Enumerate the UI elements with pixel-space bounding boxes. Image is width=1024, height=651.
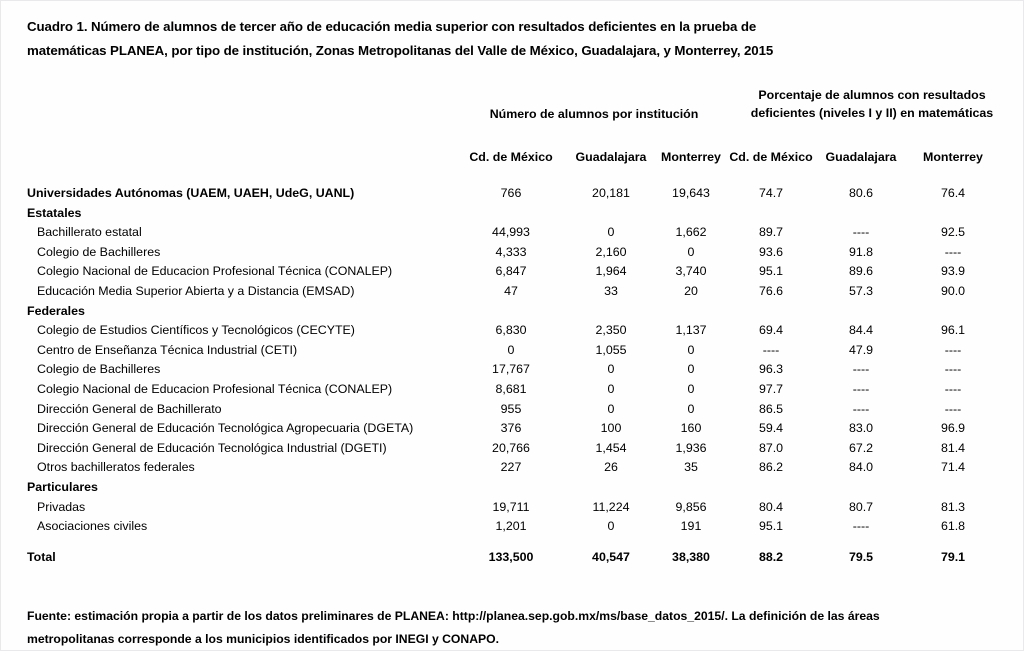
- table-cell: 79.5: [848, 549, 874, 564]
- row-label: Asociaciones civiles: [37, 519, 148, 534]
- table-cell: 96.9: [940, 421, 966, 436]
- table-cell: 92.5: [940, 225, 966, 240]
- table-cell: 2,160: [595, 244, 627, 259]
- column-header-5: Monterrey: [923, 150, 983, 164]
- table-cell: 83.0: [848, 421, 874, 436]
- table-cell: 44,993: [492, 225, 530, 240]
- table-row: [1, 517, 1024, 537]
- table-row: [1, 400, 1024, 420]
- table-cell: ----: [852, 362, 870, 377]
- table-cell: ----: [944, 362, 962, 377]
- table-row: [1, 341, 1024, 361]
- row-label: Centro de Enseñanza Técnica Industrial (CETI): [37, 342, 298, 357]
- table-row: [1, 498, 1024, 518]
- table-cell: 1,055: [595, 342, 627, 357]
- row-label: Privadas: [37, 499, 86, 514]
- page-title-line-2: matemáticas PLANEA, por tipo de institución, Zonas Metropolitanas del Valle de México, Guadalajara, y Monterrey, 2015: [27, 43, 774, 58]
- table-cell: 0: [607, 401, 615, 416]
- row-label: Dirección General de Educación Tecnológica Agropecuaria (DGETA): [37, 421, 414, 436]
- table-cell: 1,201: [495, 519, 527, 534]
- row-label: Colegio Nacional de Educacion Profesional Técnica (CONALEP): [37, 381, 393, 396]
- table-cell: 33: [604, 283, 618, 298]
- table-cell: 97.7: [758, 381, 784, 396]
- table-cell: ----: [852, 225, 870, 240]
- row-label: Universidades Autónomas (UAEM, UAEH, UdeG, UANL): [27, 186, 355, 200]
- table-cell: 191: [680, 519, 702, 534]
- table-cell: 955: [500, 401, 522, 416]
- table-cell: 3,740: [675, 264, 707, 279]
- table-cell: 81.4: [940, 440, 966, 455]
- table-cell: ----: [944, 342, 962, 357]
- table-cell: 0: [607, 225, 615, 240]
- table-cell: 0: [687, 342, 695, 357]
- table-cell: 57.3: [848, 283, 874, 298]
- table-row: [1, 282, 1024, 302]
- table-cell: 9,856: [675, 499, 707, 514]
- row-label: Estatales: [27, 205, 82, 220]
- table-cell: 67.2: [848, 440, 874, 455]
- table-cell: 0: [687, 381, 695, 396]
- page-title: [27, 15, 989, 63]
- table-cell: 6,847: [495, 264, 527, 279]
- table-cell: 47: [504, 283, 518, 298]
- table-cell: 76.6: [758, 283, 784, 298]
- table-cell: 74.7: [758, 186, 784, 200]
- table-cell: 19,711: [492, 499, 530, 514]
- table-cell: 91.8: [848, 244, 874, 259]
- table-cell: 0: [507, 342, 515, 357]
- table-cell: 100: [600, 421, 622, 436]
- table-row: [1, 243, 1024, 263]
- table-cell: 80.4: [758, 499, 784, 514]
- table-cell: 20,181: [592, 186, 630, 200]
- table-cell: 96.1: [940, 323, 966, 338]
- table-cell: 20,766: [492, 440, 530, 455]
- table-cell: ----: [944, 401, 962, 416]
- table-row: [1, 184, 1024, 204]
- table-cell: 11,224: [592, 499, 630, 514]
- table-cell: 84.4: [848, 323, 874, 338]
- table-cell: 376: [500, 421, 522, 436]
- row-label: Bachillerato estatal: [37, 225, 142, 240]
- table-cell: 81.3: [940, 499, 966, 514]
- table-row: [1, 262, 1024, 282]
- table-row: [1, 360, 1024, 380]
- column-header-1: Guadalajara: [575, 150, 647, 164]
- table-cell: 40,547: [592, 549, 630, 564]
- row-label: Dirección General de Educación Tecnológica Industrial (DGETI): [37, 440, 387, 455]
- table-cell: 71.4: [940, 460, 966, 475]
- table-cell: 35: [684, 460, 698, 475]
- row-label: Dirección General de Bachillerato: [37, 401, 222, 416]
- column-group-header-percent: Porcentaje de alumnos con resultados deficientes (niveles I y II) en matemáticas: [750, 88, 994, 120]
- table-cell: 90.0: [940, 283, 966, 298]
- table-row: [1, 204, 1024, 224]
- table-cell: 20: [684, 283, 698, 298]
- row-label: Colegio de Estudios Científicos y Tecnológicos (CECYTE): [37, 323, 355, 338]
- table-row: [1, 321, 1024, 341]
- table-cell: ----: [852, 381, 870, 396]
- table-cell: 59.4: [758, 421, 784, 436]
- table-cell: 6,830: [495, 323, 527, 338]
- row-label: Educación Media Superior Abierta y a Distancia (EMSAD): [37, 283, 355, 298]
- table-cell: 766: [500, 186, 522, 200]
- table-body: [1, 184, 1024, 567]
- source-note: [27, 605, 987, 651]
- table-cell: 96.3: [758, 362, 784, 377]
- table-row: [1, 223, 1024, 243]
- table-cell: ----: [944, 244, 962, 259]
- table-cell: ----: [944, 381, 962, 396]
- table-row: [1, 302, 1024, 322]
- table-cell: 80.6: [848, 186, 874, 200]
- row-label: Otros bachilleratos federales: [37, 460, 195, 475]
- table-row: [1, 458, 1024, 478]
- row-label: Colegio de Bachilleres: [37, 244, 161, 259]
- table-row: [1, 380, 1024, 400]
- row-label: Federales: [27, 303, 85, 318]
- table-cell: 88.2: [758, 549, 784, 564]
- table-cell: 87.0: [758, 440, 784, 455]
- column-group-header-counts: Número de alumnos por institución: [489, 107, 699, 121]
- table-cell: 89.7: [758, 225, 784, 240]
- page-title-line-1: Cuadro 1. Número de alumnos de tercer año de educación media superior con resultados deficientes en la prueba de: [27, 19, 757, 34]
- source-note-line-2: metropolitanas corresponde a los municipios identificados por INEGI y CONAPO.: [27, 632, 500, 646]
- table-cell: 17,767: [492, 362, 530, 377]
- table-cell: 84.0: [848, 460, 874, 475]
- table-cell: 8,681: [495, 381, 527, 396]
- table-cell: ----: [852, 401, 870, 416]
- table-cell: 26: [604, 460, 618, 475]
- column-header-row: [1, 148, 1024, 166]
- table-cell: 86.5: [758, 401, 784, 416]
- table-cell: 80.7: [848, 499, 874, 514]
- row-label: Total: [27, 549, 56, 564]
- table-cell: 1,964: [595, 264, 627, 279]
- table-cell: ----: [852, 519, 870, 534]
- table-row: [1, 419, 1024, 439]
- table-cell: 19,643: [672, 186, 710, 200]
- table-cell: 1,936: [675, 440, 707, 455]
- column-header-0: Cd. de México: [469, 150, 553, 164]
- table-cell: 0: [687, 244, 695, 259]
- table-cell: 1,137: [675, 323, 707, 338]
- table-cell: ----: [762, 342, 780, 357]
- source-note-line-1: Fuente: estimación propia a partir de los datos preliminares de PLANEA: http://planea.sep.gob.mx/ms/base_datos_2015/. La definición de las áreas: [27, 609, 880, 623]
- table-cell: 93.6: [758, 244, 784, 259]
- table-cell: 95.1: [758, 264, 784, 279]
- row-label: Particulares: [27, 479, 98, 494]
- table-cell: 89.6: [848, 264, 874, 279]
- table-cell: 0: [687, 362, 695, 377]
- table-cell: 79.1: [940, 549, 966, 564]
- row-label: Colegio de Bachilleres: [37, 362, 161, 377]
- table-cell: 0: [607, 519, 615, 534]
- table-cell: 95.1: [758, 519, 784, 534]
- table-cell: 160: [680, 421, 702, 436]
- table-cell: 47.9: [848, 342, 874, 357]
- table-cell: 227: [500, 460, 522, 475]
- column-header-4: Guadalajara: [825, 150, 897, 164]
- table-cell: 0: [687, 401, 695, 416]
- table-cell: 4,333: [495, 244, 527, 259]
- column-header-2: Monterrey: [661, 150, 721, 164]
- column-header-3: Cd. de México: [729, 150, 813, 164]
- table-cell: 1,662: [675, 225, 707, 240]
- table-cell: 133,500: [488, 549, 534, 564]
- table-cell: 69.4: [758, 323, 784, 338]
- table-cell: 0: [607, 362, 615, 377]
- table-cell: 61.8: [940, 519, 966, 534]
- table-cell: 93.9: [940, 264, 966, 279]
- row-label: Colegio Nacional de Educacion Profesional Técnica (CONALEP): [37, 264, 393, 279]
- table-cell: 1,454: [595, 440, 627, 455]
- table-cell: 38,380: [672, 549, 710, 564]
- table-row: [1, 478, 1024, 498]
- table-cell: 0: [607, 381, 615, 396]
- table-row: [1, 439, 1024, 459]
- table-cell: 86.2: [758, 460, 784, 475]
- table-cell: 76.4: [940, 186, 966, 200]
- table-cell: 2,350: [595, 323, 627, 338]
- table-row: [1, 548, 1024, 568]
